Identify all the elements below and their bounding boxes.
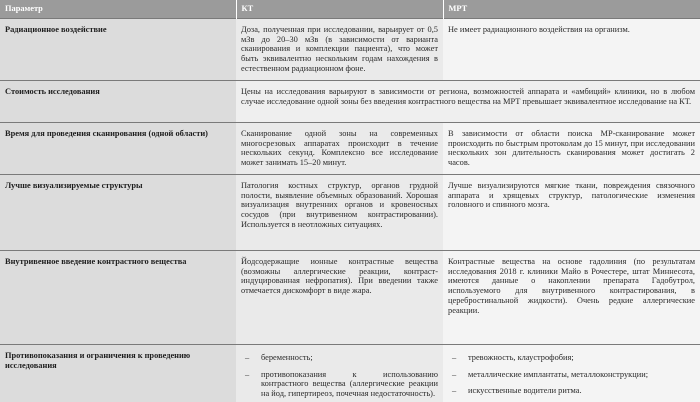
- row-mri-cell: Контрастные вещества на основе гадолиния (по результатам исследования 2018 г. клиники Майо в Рочестере, штат Миннесота, имеются данные о накоплении препарата Гадобутрол, используемого для внутривенного контрастирования, в церебростинальной жидкости). Очень редкие аллергические реакции.: [443, 250, 700, 344]
- list-item: – металлические имплантаты, металлоконструкции;: [468, 370, 695, 380]
- row-ct-cell: Сканирование одной зоны на современных многосрезовых аппаратах происходит в течение нескольких секунд. Комплексно все исследование может занимать 15–20 минут.: [236, 122, 443, 174]
- header-parameter: Параметр: [0, 0, 236, 18]
- row-ct-cell: [236, 344, 443, 402]
- mri-contraindications-list: [448, 351, 695, 396]
- row-ct-cell: Доза, полученная при исследовании, варьирует от 0,5 мЗв до 20–30 мЗв (в зависимости от варианта сканирования и комплекции пациента), что может быть эквивалентно нескольким годам нахождения в естественном радиационном фоне.: [236, 18, 443, 80]
- row-mri-cell: В зависимости от области поиска МР-сканирование может происходить по быстрым протоколам до 15 минут, при исследовании нескольких зон длительность сканирования может достигать 2 часов.: [443, 122, 700, 174]
- row-merged-cell: Цены на исследования варьируют в зависимости от региона, возможностей аппарата и «амбиций» клиники, но в любом случае исследование одной зоны без введения контрастного вещества на МРТ превышает эквивалентное исследование на КТ.: [236, 80, 700, 122]
- table-row: [0, 18, 700, 80]
- row-parameter: Стоимость исследования: [0, 80, 236, 122]
- table-row: [0, 174, 700, 250]
- list-item: – противопоказания к использованию контрастного вещества (аллергические реакции на йод, гипертиреоз, почечная недостаточность).: [261, 370, 438, 399]
- table-row: [0, 80, 700, 122]
- row-parameter: Время для проведения сканирования (одной области): [0, 122, 236, 174]
- list-item: – искусственные водители ритма.: [468, 386, 695, 396]
- table-row: [0, 250, 700, 344]
- list-item: – беременность;: [261, 353, 438, 363]
- header-ct: КТ: [236, 0, 443, 18]
- row-parameter: Радиационное воздействие: [0, 18, 236, 80]
- row-mri-cell: Не имеет радиационного воздействия на организм.: [443, 18, 700, 80]
- row-ct-cell: Патология костных структур, органов грудной полости, выявление объемных образований. Хорошая визуализация внутренних органов и кровеносных сосудов (при внутривенном контрастировании). Используется в неотложных ситуациях.: [236, 174, 443, 250]
- row-mri-cell: Лучше визуализируются мягкие ткани, повреждения связочного аппарата и хрящевых структур, патологические изменения головного и спинного мозга.: [443, 174, 700, 250]
- row-mri-cell: [443, 344, 700, 402]
- table-row: [0, 122, 700, 174]
- row-parameter: Противопоказания и ограничения к проведению исследования: [0, 344, 236, 402]
- table-header-row: [0, 0, 700, 18]
- ct-contraindications-list: [241, 351, 438, 399]
- row-parameter: Внутривенное введение контрастного вещества: [0, 250, 236, 344]
- header-mri: МРТ: [443, 0, 700, 18]
- row-ct-cell: Йодсодержащие ионные контрастные вещества (возможны аллергические реакции, контраст-индуцированная нефропатия). При введении также отмечается дискомфорт в виде жара.: [236, 250, 443, 344]
- row-parameter: Лучше визуализируемые структуры: [0, 174, 236, 250]
- table-row: [0, 344, 700, 402]
- list-item: – тревожность, клаустрофобия;: [468, 353, 695, 363]
